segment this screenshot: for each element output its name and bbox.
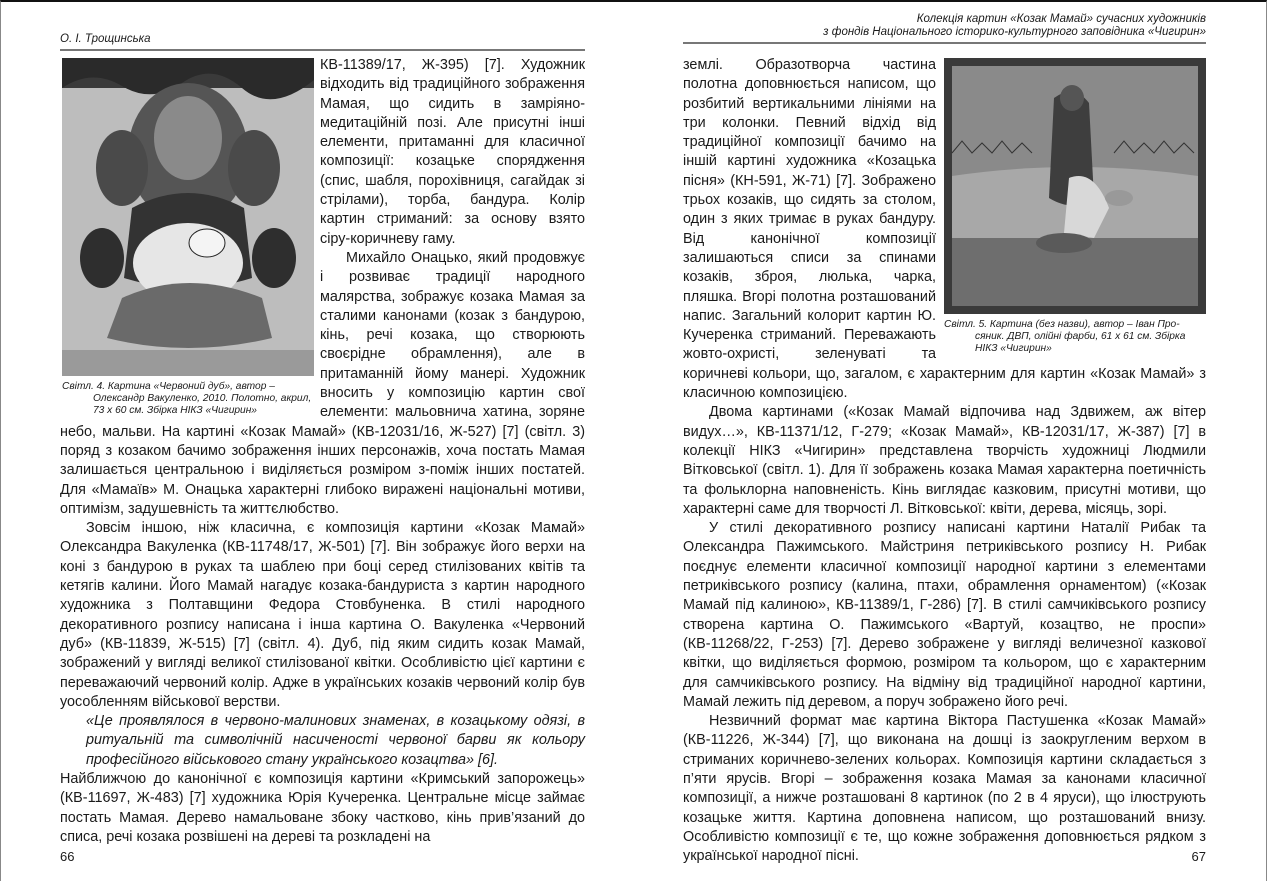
- figure-4-caption: [62, 381, 314, 417]
- left-page-body: [60, 56, 585, 847]
- caption-lead: Світл. 4. Картина «Червоний дуб», автор –: [62, 381, 275, 392]
- running-head-line-2: з фондів Національного історико-культурного заповідника «Чигирин»: [823, 26, 1206, 38]
- paragraph: Михайло Онацько, який продовжує і розвиває традиції народного малярства, зображує козака Мамая за сталими канонами (козак з бандурою, кінь, речі козака, що створюють своєрідне обрамлення), але в притаманній йому манері. Художник вносить у композицію картин свої елементи: мальовнича хатина, зоряне небо, мальви. На картині «Козак Мамай» (КВ-12031/16, Ж-527) [7] (світл. 3) поряд з козаком бачимо зображення інших персонажів, хоча постать Мамая залишається центральною і виділяється розміром з-поміж інших постатей. Для «Мамаїв» М. Онацька характерні глибоко виражені національні мотиви, оптимізм, задушевність та життєлюбство.: [60, 249, 585, 517]
- page-number: 66: [60, 849, 75, 864]
- caption-lead: Світл. 5. Картина (без назви), автор – Іван Про-: [944, 319, 1180, 330]
- running-head-line-1: Колекція картин «Козак Мамай» сучасних художників: [916, 13, 1206, 25]
- figure-5: [944, 58, 1206, 355]
- paragraph: Найближчою до канонічної є композиція картини «Кримський запорожець» (КВ-11697, Ж-483) [7] художника Юрія Кучеренка. Центральне місце займає постать Мамая. Дерево намальоване збоку частково, кінь прив’язаний до списа, речі козака розвішені на дереві та розкладені на: [60, 770, 585, 845]
- block-quote: «Це проявлялося в червоно-малинових знаменах, в козацькому одязі, в ритуальній та символічній насиченості червоної барви як кольору професійного військового стану українського козацтва» [6].: [86, 713, 585, 768]
- figure-4: [62, 58, 314, 417]
- running-head-title: [683, 13, 1206, 44]
- paragraph: Зовсім іншою, ніж класична, є композиція картини «Козак Мамай» Олександра Вакуленка (КВ-11748/17, Ж-501) [7]. Він зображує його верхи на коні з бандурою в руках та шаблею при боці серед стилізованих квітів та кетягів калини. Його Мамай нагадує козака-бандуриста з картин народного художника з Полтавщини Федора Стовбуненка. В стилі народного декоративного розпису написана і інша картина О. Вакуленка «Червоний дуб» (КВ-11839, Ж-515) [7] (світл. 4). Дуб, під яким сидить козак Мамай, зображений у вигляді великої стилізованої квітки. Особливістю цієї картини є переважаючий червоний колір. Адже в українських козаків червоний колір був уособленням військової верстви.: [60, 520, 585, 710]
- caption-details: сяник. ДВП, олійні фарби, 61 х 61 см. Збірка НІКЗ «Чигирин»: [975, 331, 1186, 354]
- painting-red-oak-image: [62, 58, 314, 376]
- paragraph: У стилі декоративного розпису написані картини Наталії Рибак та Олександра Пажимського. Майстриня петриківського розпису Н. Рибак поєднує елементи класичної композиції народної картини з елементами петриківського розпису (калина, птахи, обрамлення орнаментом) («Козак Мамай під калиною», КВ-11389/1, Г-286) [7]. В стилі самчиківського розпису створена картина О. Пажимського «Вартуй, козацтво, не проспи» (КВ-11268/22, Г-253) [7]. Дерево зображене у вигляді величезної казкової квітки, що виділяється формою, розміром та кольором, що є характерним для самчиківського розпису. На відміну від традиційної народної картини, Мамай лежить під деревом, а поруч зображено його речі.: [683, 520, 1206, 710]
- paragraph: Двома картинами («Козак Мамай відпочива над Здвижем, аж вітер видух…», КВ-11371/12, Г-279; «Козак Мамай», КВ-12031/17, Ж-387) [7] в колекції НІКЗ «Чигирин» представлена творчість художниці Людмили Вітковської (світл. 1). Для її зображень козака Мамая характерна поетичність та фольклорна наповненість. Кінь виглядає казковим, присутні мотиви, що характерні саме для творчості Л. Вітковської: квіти, дерева, місяць, зорі.: [683, 404, 1206, 517]
- caption-details: Олександр Вакуленко, 2010. Полотно, акрил, 73 х 60 см. Збірка НІКЗ «Чигирин»: [93, 393, 312, 416]
- paragraph: землі. Образотворча частина полотна доповнюється написом, що розбитий вертикальними лініями на три колонки. Певний відхід від традиційної композиції бачимо на іншій картині художника «Козацька пісня» (КН-591, Ж-71) [7]. Зображено трьох козаків, що сидять за столом, один з яких тримає в руках бандуру. Від канонічної композиції залишаються списи за спинами козаків, зброя, люлька, чарка, пляшка. Вгорі полотна розташований напис. Загальний колорит картин Ю. Кучеренка стриманий. Переважають жовто-охристі, зеленуваті та коричневі кольори, що, загалом, є характерним для картин «Козак Мамай» з класичною композицією.: [683, 57, 1206, 402]
- running-head-author: О. І. Трощинська: [60, 33, 585, 51]
- paragraph: Незвичний формат має картина Віктора Пастушенка «Козак Мамай» (КВ-11226, Ж-344) [7], що виконана на дошці із заокругленим верхом в стриманих коричнево-зелених кольорах. Композиція картини складається з п’яти ярусів. Вгорі – зображення козака Мамая за канонами класичної композиції, а нижче розташовані 8 картинок (по 2 в 4 яруси), що ілюструють козацьке життя. Картина доповнена написом, що розташований внизу. Особливістю композиції є те, що кожне зображення доповнюється рядком з української народної пісні.: [683, 713, 1206, 865]
- painting-untitled-image: [944, 58, 1206, 314]
- right-page-body: [683, 56, 1206, 866]
- paragraph: КВ-11389/17, Ж-395) [7]. Художник відходить від традиційного зображення Мамая, що сидить в замріяно-медитаційній позі. Але присутні інші елементи, притаманні для класичної композиції: козацьке спорядження (спис, шабля, порохівниця, сагайдак зі стрілами), торба, бандура. Колір картин стриманий: за основу взято сіру-коричневу гаму.: [320, 57, 585, 247]
- right-page: [683, 0, 1206, 881]
- left-page: [60, 0, 585, 881]
- figure-5-caption: [944, 319, 1206, 355]
- page-number: 67: [1191, 849, 1206, 864]
